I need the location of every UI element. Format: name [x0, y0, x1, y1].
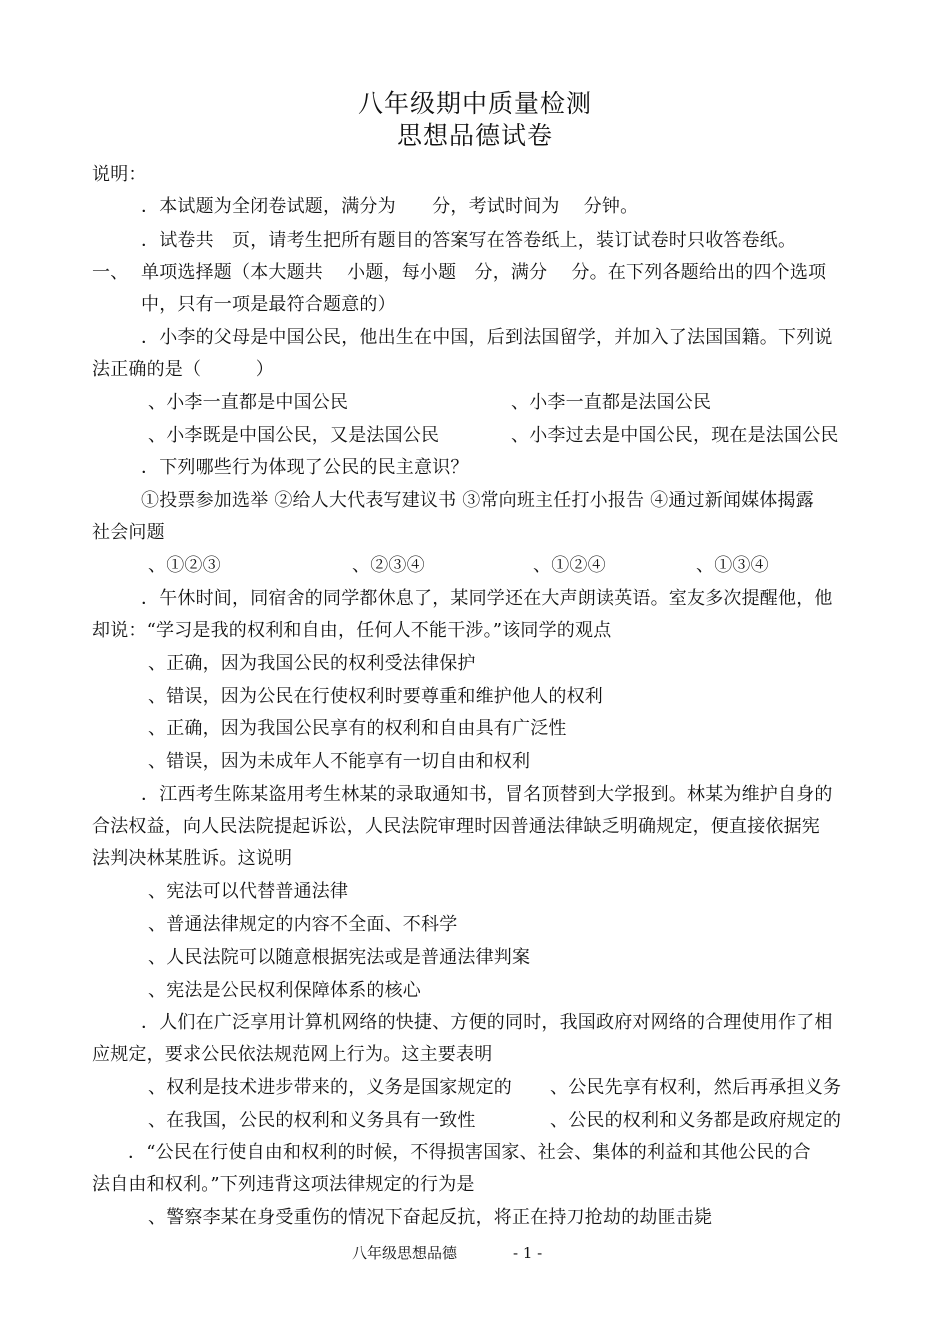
question-1-stem-continued: 法正确的是（ ） [92, 359, 274, 380]
question-4-stem-continued: 合法权益，向人民法院提起诉讼，人民法院审理时因普通法律缺乏明确规定，便直接依据宪 [92, 816, 820, 837]
question-1-option-a: 、小李一直都是中国公民 [148, 392, 349, 413]
footer-page-number: - 1 - [513, 1244, 543, 1262]
exam-title: 八年级期中质量检测 [357, 89, 592, 118]
question-1-option-c: 、小李既是中国公民，又是法国公民 [148, 425, 440, 446]
question-4-option-c: 、人民法院可以随意根据宪法或是普通法律判案 [148, 947, 531, 968]
question-1-stem: ．小李的父母是中国公民，他出生在中国，后到法国留学，并加入了法国国籍。下列说 [141, 327, 833, 348]
question-5-option-d: 、公民的权利和义务都是政府规定的 [550, 1110, 842, 1131]
question-3-stem: ．午休时间，同宿舍的同学都休息了，某同学还在大声朗读英语。室友多次提醒他，他 [141, 588, 833, 609]
question-2-option-c: 、①②④ [533, 555, 606, 576]
question-2-statements-continued: 社会问题 [92, 522, 165, 543]
question-6-option-a: 、警察李某在身受重伤的情况下奋起反抗，将正在持刀抢劫的劫匪击毙 [148, 1207, 713, 1228]
question-5-stem: ．人们在广泛享用计算机网络的快捷、方便的同时，我国政府对网络的合理使用作了相 [141, 1012, 833, 1033]
question-2-option-a: 、①②③ [148, 555, 221, 576]
question-3-option-c: 、正确，因为我国公民享有的权利和自由具有广泛性 [148, 718, 567, 739]
question-5-stem-continued: 应规定，要求公民依法规范网上行为。这主要表明 [92, 1044, 493, 1065]
question-2-statements: ①投票参加选举 ②给人大代表写建议书 ③常向班主任打小报告 ④通过新闻媒体揭露 [141, 490, 814, 511]
footer-subject: 八年级思想品德 [352, 1244, 458, 1262]
question-3-option-d: 、错误，因为未成年人不能享有一切自由和权利 [148, 751, 531, 772]
exam-subtitle: 思想品德试卷 [396, 121, 553, 150]
question-4-option-d: 、宪法是公民权利保障体系的核心 [148, 980, 421, 1001]
question-1-option-b: 、小李一直都是法国公民 [511, 392, 712, 413]
section-heading: 单项选择题（本大题共 小题，每小题 分，满分 分。在下列各题给出的四个选项 [141, 262, 827, 283]
question-2-stem: ．下列哪些行为体现了公民的民主意识？ [141, 457, 469, 478]
instruction-item-2: ．试卷共 页，请考生把所有题目的答案写在答卷纸上，装订试卷时只收答卷纸。 [141, 230, 797, 251]
question-3-option-b: 、错误，因为公民在行使权利时要尊重和维护他人的权利 [148, 686, 603, 707]
section-number: 一、 [92, 262, 129, 283]
question-2-option-d: 、①③④ [696, 555, 769, 576]
question-4-option-a: 、宪法可以代替普通法律 [148, 881, 349, 902]
question-4-stem-end: 法判决林某胜诉。这说明 [92, 848, 293, 869]
question-1-option-d: 、小李过去是中国公民，现在是法国公民 [511, 425, 839, 446]
instruction-item-1: ．本试题为全闭卷试题，满分为 分，考试时间为 分钟。 [141, 196, 639, 217]
question-2-option-b: 、②③④ [352, 555, 425, 576]
question-3-option-a: 、正确，因为我国公民的权利受法律保护 [148, 653, 476, 674]
question-5-option-c: 、在我国，公民的权利和义务具有一致性 [148, 1110, 476, 1131]
question-4-option-b: 、普通法律规定的内容不全面、不科学 [148, 914, 458, 935]
question-5-option-a: 、权利是技术进步带来的，义务是国家规定的 [148, 1077, 512, 1098]
question-3-stem-continued: 却说：“学习是我的权利和自由，任何人不能干涉。”该同学的观点 [92, 620, 612, 641]
section-heading-continued: 中，只有一项是最符合题意的） [141, 294, 396, 315]
question-4-stem: ．江西考生陈某盗用考生林某的录取通知书，冒名顶替到大学报到。林某为维护自身的 [141, 784, 833, 805]
instructions-label: 说明： [92, 164, 147, 185]
question-6-stem: ．“公民在行使自由和权利的时候，不得损害国家、社会、集体的利益和其他公民的合 [128, 1142, 811, 1163]
question-5-option-b: 、公民先享有权利，然后再承担义务 [550, 1077, 842, 1098]
question-6-stem-continued: 法自由和权利。”下列违背这项法律规定的行为是 [92, 1174, 475, 1195]
